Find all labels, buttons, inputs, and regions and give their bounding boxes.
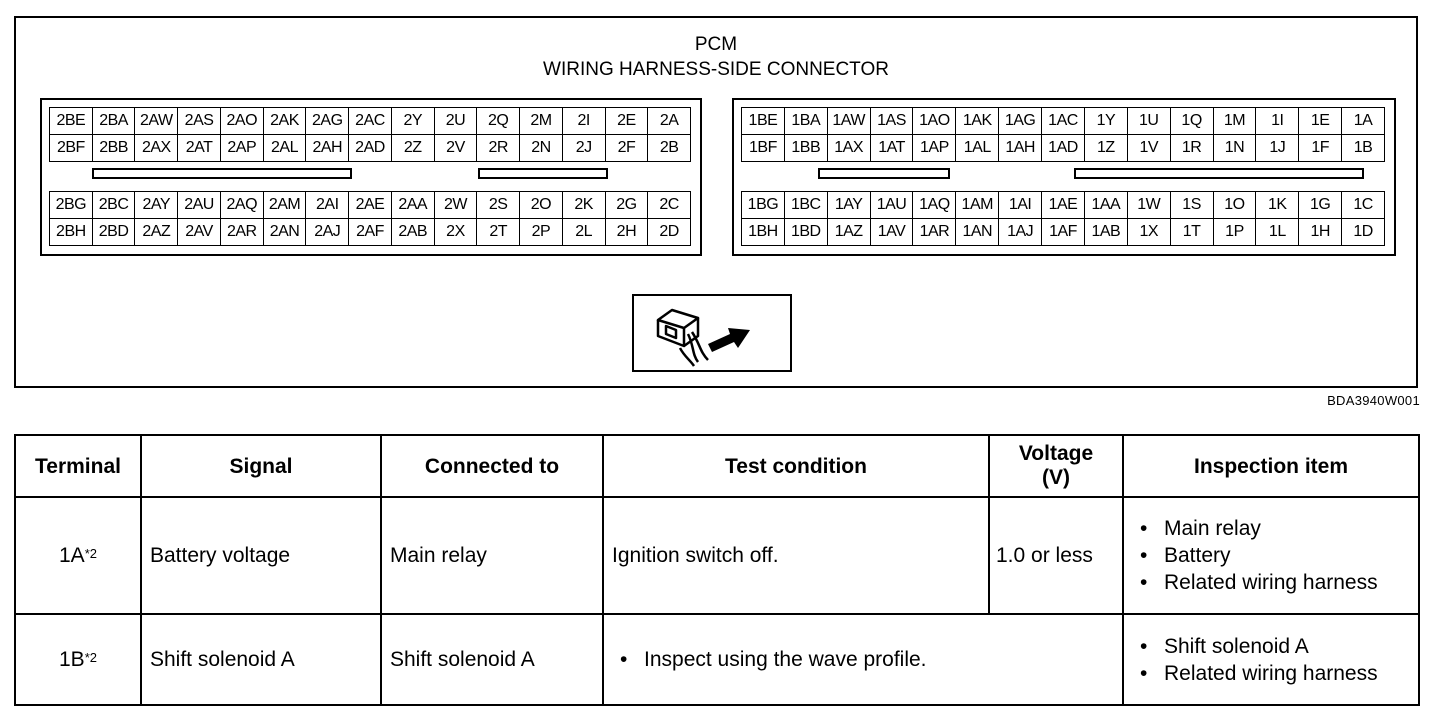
- terminal-pin: 1Y: [1085, 108, 1128, 135]
- terminal-pin: 1F: [1299, 135, 1342, 162]
- terminal-pin: 1H: [1299, 219, 1342, 246]
- terminal-pin: 2N: [520, 135, 563, 162]
- connector-2: [40, 98, 702, 256]
- terminal-pin: 1AU: [871, 192, 914, 219]
- terminal-pin: 1AR: [913, 219, 956, 246]
- terminal-pin: 1BE: [742, 108, 785, 135]
- terminal-pin: 1AK: [956, 108, 999, 135]
- terminal-pin: 1AG: [999, 108, 1042, 135]
- terminal-pin: 2X: [435, 219, 478, 246]
- terminal-pin: 1L: [1256, 219, 1299, 246]
- terminal-pin: 2AW: [135, 108, 178, 135]
- terminal-pin: 2A: [648, 108, 691, 135]
- terminal-pin: 2AH: [306, 135, 349, 162]
- connector-key-tab: [92, 168, 352, 179]
- inspection-list: [1132, 633, 1410, 687]
- inspection-item-cell: [1123, 497, 1419, 614]
- terminal-pin: 1K: [1256, 192, 1299, 219]
- terminal-pin: 2K: [563, 192, 606, 219]
- terminal-pin: 2AQ: [221, 192, 264, 219]
- terminal-pin: 1AX: [828, 135, 871, 162]
- terminal-pin: 1AM: [956, 192, 999, 219]
- terminal-note: *2: [84, 650, 97, 666]
- terminal-pin: 2AS: [178, 108, 221, 135]
- terminal-pin: 2AJ: [306, 219, 349, 246]
- terminal-pin: 1Q: [1171, 108, 1214, 135]
- figure-code: BDA3940W001: [1327, 393, 1420, 408]
- connector-1-lower-grid: [741, 191, 1385, 246]
- terminal-pin: 1AB: [1085, 219, 1128, 246]
- connector-harness-side-icon: [632, 294, 792, 372]
- terminal-pin: 2AA: [392, 192, 435, 219]
- diagram-title: PCM: [694, 34, 738, 55]
- terminal-pin: 2AM: [264, 192, 307, 219]
- terminal-pin: 2J: [563, 135, 606, 162]
- terminal-pin: 1X: [1128, 219, 1171, 246]
- terminal-pin: 2U: [435, 108, 478, 135]
- terminal-pin: 2BH: [50, 219, 93, 246]
- table-row: [15, 497, 1419, 614]
- terminal-pin: 1AW: [828, 108, 871, 135]
- terminal-pin: 1AP: [913, 135, 956, 162]
- terminal-pin: 2AI: [306, 192, 349, 219]
- terminal-pin: 2Q: [477, 108, 520, 135]
- terminal-pin: 1AV: [871, 219, 914, 246]
- terminal-pin: 2BF: [50, 135, 93, 162]
- terminal-pin: 2AY: [135, 192, 178, 219]
- terminal-pin: 2AC: [349, 108, 392, 135]
- test-condition-cell: Ignition switch off.: [603, 497, 989, 614]
- terminal-pin: 1M: [1214, 108, 1257, 135]
- terminal-pin: 2I: [563, 108, 606, 135]
- header-voltage-label: Voltage: [1018, 442, 1094, 465]
- terminal-pin: 2BB: [93, 135, 136, 162]
- terminal-pin: 2V: [435, 135, 478, 162]
- terminal-pin: 2AB: [392, 219, 435, 246]
- terminal-pin: 2AU: [178, 192, 221, 219]
- table-row: [15, 614, 1419, 705]
- terminal-pin: 1R: [1171, 135, 1214, 162]
- terminal-pin: 1AC: [1042, 108, 1085, 135]
- header-terminal: Terminal: [15, 435, 141, 497]
- test-condition-cell: [603, 614, 1123, 705]
- terminal-pin: 1AZ: [828, 219, 871, 246]
- connected-to-cell: Shift solenoid A: [381, 614, 603, 705]
- terminal-pin: 2AG: [306, 108, 349, 135]
- terminal-pin: 1G: [1299, 192, 1342, 219]
- terminal-pin: 2BG: [50, 192, 93, 219]
- diagram-subtitle: WIRING HARNESS-SIDE CONNECTOR: [543, 59, 889, 80]
- test-condition-list: [612, 646, 1114, 673]
- terminal-pin: 1W: [1128, 192, 1171, 219]
- terminal-pin: 1P: [1214, 219, 1257, 246]
- terminal-pin: 1AL: [956, 135, 999, 162]
- terminal-pin: 1T: [1171, 219, 1214, 246]
- inspection-item: • Related wiring harness: [1132, 569, 1410, 596]
- terminal-pin: 2AD: [349, 135, 392, 162]
- connector-2-lower-grid: [49, 191, 691, 246]
- terminal-pin: 1V: [1128, 135, 1171, 162]
- terminal-note: *2: [84, 546, 97, 562]
- terminal-pin: 1AE: [1042, 192, 1085, 219]
- inspection-item: • Main relay: [1132, 515, 1410, 542]
- terminal-pin: 1E: [1299, 108, 1342, 135]
- header-test-condition: Test condition: [603, 435, 989, 497]
- terminal-pin: 1BB: [785, 135, 828, 162]
- terminal-pin: 1AD: [1042, 135, 1085, 162]
- terminal-pin: 1AN: [956, 219, 999, 246]
- terminal-pin: 1C: [1342, 192, 1385, 219]
- terminal-pin: 1BD: [785, 219, 828, 246]
- terminal-pin: 1N: [1214, 135, 1257, 162]
- terminal-pin: 1BA: [785, 108, 828, 135]
- inspection-list: [1132, 515, 1410, 596]
- connector-2-upper-grid: [49, 107, 691, 162]
- terminal-pin: 2BE: [50, 108, 93, 135]
- signal-cell: Battery voltage: [141, 497, 381, 614]
- terminal-pin: 2H: [606, 219, 649, 246]
- terminal-pin: 1B: [1342, 135, 1385, 162]
- terminal-pin: 2AX: [135, 135, 178, 162]
- terminal-pin: 1I: [1256, 108, 1299, 135]
- terminal-pin: 2T: [477, 219, 520, 246]
- test-condition-item: • Inspect using the wave profile.: [612, 646, 1114, 673]
- terminal-pin: 2D: [648, 219, 691, 246]
- terminal-spec-table: [14, 434, 1420, 706]
- connector-key-tab: [818, 168, 950, 179]
- inspection-item-cell: [1123, 614, 1419, 705]
- inspection-item: • Shift solenoid A: [1132, 633, 1410, 660]
- terminal-pin: 2Y: [392, 108, 435, 135]
- terminal-pin: 2G: [606, 192, 649, 219]
- terminal-pin: 1AF: [1042, 219, 1085, 246]
- terminal-pin: 1AY: [828, 192, 871, 219]
- inspection-item: • Battery: [1132, 542, 1410, 569]
- signal-cell: Shift solenoid A: [141, 614, 381, 705]
- terminal-pin: 2AZ: [135, 219, 178, 246]
- terminal-pin: 1AA: [1085, 192, 1128, 219]
- terminal-pin: 2S: [477, 192, 520, 219]
- terminal-pin: 1J: [1256, 135, 1299, 162]
- terminal-pin: 1AT: [871, 135, 914, 162]
- terminal-pin: 1S: [1171, 192, 1214, 219]
- terminal-pin: 2L: [563, 219, 606, 246]
- terminal-pin: 2B: [648, 135, 691, 162]
- inspection-item: • Related wiring harness: [1132, 660, 1410, 687]
- terminal-pin: 2AL: [264, 135, 307, 162]
- terminal-pin: 1O: [1214, 192, 1257, 219]
- table-header-row: [15, 435, 1419, 497]
- terminal-pin: 1BF: [742, 135, 785, 162]
- header-signal: Signal: [141, 435, 381, 497]
- terminal-pin: 2AT: [178, 135, 221, 162]
- header-voltage: [989, 435, 1123, 497]
- terminal-pin: 2BA: [93, 108, 136, 135]
- terminal-pin: 2AK: [264, 108, 307, 135]
- connector-1-upper-grid: [741, 107, 1385, 162]
- terminal-pin: 1AJ: [999, 219, 1042, 246]
- terminal-pin: 1AQ: [913, 192, 956, 219]
- terminal-pin: 2O: [520, 192, 563, 219]
- terminal-pin: 2BC: [93, 192, 136, 219]
- terminal-id: 1B: [59, 648, 85, 672]
- terminal-pin: 2AO: [221, 108, 264, 135]
- terminal-pin: 2Z: [392, 135, 435, 162]
- connected-to-cell: Main relay: [381, 497, 603, 614]
- terminal-pin: 1BC: [785, 192, 828, 219]
- terminal-pin: 2W: [435, 192, 478, 219]
- pcm-connector-diagram: [14, 16, 1418, 388]
- terminal-pin: 2BD: [93, 219, 136, 246]
- header-voltage-unit: (V): [1042, 466, 1070, 489]
- header-connected-to: Connected to: [381, 435, 603, 497]
- terminal-cell: [15, 614, 141, 705]
- terminal-pin: 2E: [606, 108, 649, 135]
- terminal-cell: [15, 497, 141, 614]
- terminal-pin: 1D: [1342, 219, 1385, 246]
- connector-key-tab: [478, 168, 608, 179]
- terminal-id: 1A: [59, 544, 85, 568]
- terminal-pin: 2AN: [264, 219, 307, 246]
- terminal-pin: 2P: [520, 219, 563, 246]
- terminal-pin: 2R: [477, 135, 520, 162]
- terminal-pin: 1AI: [999, 192, 1042, 219]
- terminal-pin: 1U: [1128, 108, 1171, 135]
- terminal-pin: 1A: [1342, 108, 1385, 135]
- terminal-pin: 2C: [648, 192, 691, 219]
- terminal-pin: 2AE: [349, 192, 392, 219]
- terminal-pin: 2M: [520, 108, 563, 135]
- terminal-pin: 1BH: [742, 219, 785, 246]
- terminal-pin: 2AV: [178, 219, 221, 246]
- terminal-pin: 1Z: [1085, 135, 1128, 162]
- terminal-pin: 1AH: [999, 135, 1042, 162]
- terminal-pin: 2AF: [349, 219, 392, 246]
- voltage-cell: 1.0 or less: [989, 497, 1123, 614]
- connector-1: [732, 98, 1396, 256]
- terminal-pin: 2AR: [221, 219, 264, 246]
- header-inspection-item: Inspection item: [1123, 435, 1419, 497]
- terminal-pin: 1AO: [913, 108, 956, 135]
- connector-key-tab: [1074, 168, 1364, 179]
- terminal-pin: 2F: [606, 135, 649, 162]
- terminal-pin: 2AP: [221, 135, 264, 162]
- terminal-pin: 1BG: [742, 192, 785, 219]
- terminal-pin: 1AS: [871, 108, 914, 135]
